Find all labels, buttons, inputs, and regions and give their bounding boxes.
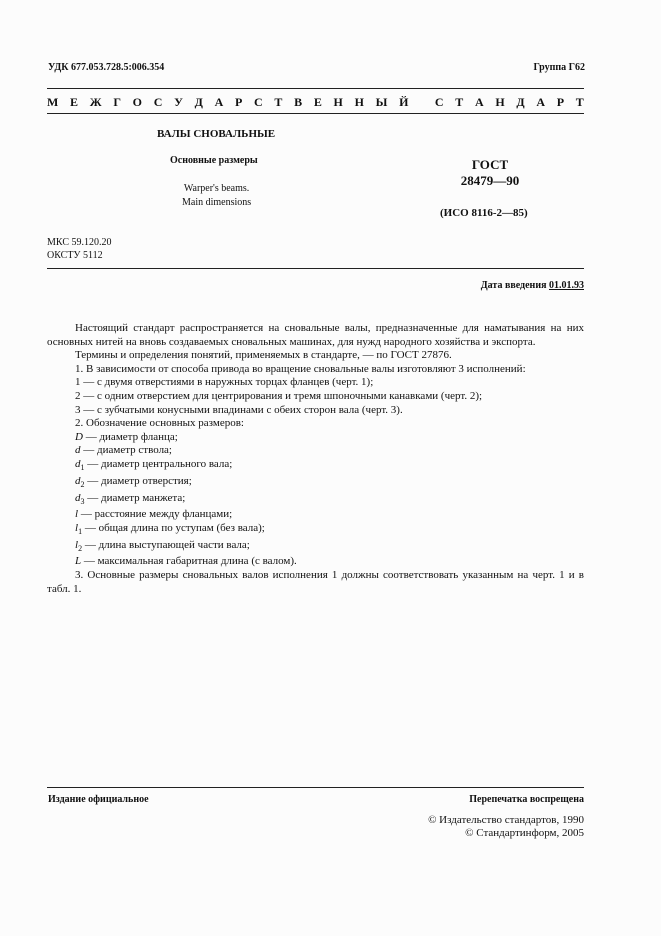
copyright-publisher: © Издательство стандартов, 1990 — [428, 814, 584, 826]
interstate-standard-banner — [47, 95, 584, 110]
banner-letter: Р — [556, 95, 565, 109]
banner-letter: О — [132, 95, 143, 109]
dimension-item — [47, 444, 584, 458]
dimension-subscript: 1 — [78, 527, 83, 537]
dimension-subscript: 2 — [78, 543, 83, 553]
banner-letter: Г — [113, 95, 121, 109]
english-title-line1: Warper's beams. — [183, 183, 250, 194]
banner-letter: А — [214, 95, 224, 109]
version-2: 2 — с одним отверстием для центрирования и тремя шпоночными канавками (черт. 2); — [75, 389, 483, 402]
dimension-symbol: d — [75, 444, 81, 457]
gost-number: 28479—90 — [460, 173, 520, 188]
dimension-symbol: d — [75, 457, 81, 470]
banner-letter: А — [474, 95, 484, 109]
dimension-symbol: D — [75, 430, 83, 443]
banner-letter: Н — [495, 95, 505, 109]
dimension-item — [47, 458, 584, 475]
dimension-list — [47, 431, 584, 569]
dimension-item — [47, 475, 584, 492]
dimension-subscript: 3 — [80, 496, 85, 506]
dimension-item — [47, 555, 584, 569]
dimension-symbol: l — [75, 538, 79, 551]
iso-reference: (ИСО 8116-2—85) — [440, 207, 528, 219]
banner-rule — [47, 113, 584, 114]
banner-letter: Е — [313, 95, 322, 109]
header-bottom-rule — [47, 268, 584, 269]
footer-rule — [47, 787, 584, 788]
dimension-description: — расстояние между фланцами; — [78, 508, 233, 521]
banner-letter: Е — [70, 95, 79, 109]
dimension-symbol: l — [75, 508, 79, 521]
banner-letter: Д — [516, 95, 525, 109]
dimension-item — [47, 522, 584, 539]
dimension-description: — диаметр отверстия; — [84, 474, 192, 487]
paragraph-terms: Термины и определения понятий, применяемых в стандарте, — по ГОСТ 27876. — [75, 349, 452, 362]
mks-code: МКС 59.120.20 — [47, 237, 112, 248]
banner-letter: С — [153, 95, 163, 109]
banner-letter: Р — [234, 95, 243, 109]
dimension-symbol: l — [75, 521, 79, 534]
dimension-description: — диаметр ствола; — [80, 444, 172, 457]
dimension-description: — диаметр фланца; — [82, 430, 178, 443]
introduction-date — [481, 280, 584, 291]
document-body — [47, 322, 584, 596]
dimension-item — [47, 508, 584, 522]
banner-letter: Н — [333, 95, 343, 109]
dimension-description: — длина выступающей части вала; — [82, 538, 250, 551]
dimension-subscript: 2 — [80, 479, 85, 489]
date-label: Дата введения — [480, 280, 547, 291]
version-3: 3 — с зубчатыми конусными впадинами с обеих сторон вала (черт. 3). — [75, 403, 403, 416]
official-edition: Издание официальное — [48, 794, 149, 805]
dimension-symbol: d — [75, 474, 81, 487]
banner-letter: С — [434, 95, 444, 109]
banner-letter: Т — [455, 95, 464, 109]
paragraph-dimensions: 2. Обозначение основных размеров: — [75, 417, 244, 430]
banner-letter: Ы — [375, 95, 388, 109]
gost-label: ГОСТ — [471, 157, 509, 172]
document-subtitle: Основные размеры — [170, 155, 258, 166]
banner-letter: У — [174, 95, 183, 109]
classification-codes — [47, 236, 111, 262]
banner-word-gap — [420, 95, 423, 110]
paragraph-main-dimensions: 3. Основные размеры сновальных валов исполнения 1 должны соответствовать указанным на черт. 1 и в табл. 1. — [47, 569, 584, 595]
top-rule — [47, 88, 584, 89]
udk-code: УДК 677.053.728.5:006.354 — [48, 62, 165, 73]
banner-letter: Ж — [89, 95, 102, 109]
copyright-standartinform: © Стандартинформ, 2005 — [465, 827, 584, 839]
english-title-line2: Main dimensions — [182, 197, 252, 208]
dimension-subscript: 1 — [80, 463, 85, 473]
dimension-item — [47, 492, 584, 509]
dimension-description: — диаметр центрального вала; — [84, 457, 233, 470]
gost-designation — [420, 157, 560, 189]
paragraph-versions: 1. В зависимости от способа привода во вращение сновальные валы изготовляют 3 исполнений: — [75, 362, 526, 375]
banner-letter: С — [254, 95, 263, 109]
banner-letter: Й — [399, 95, 409, 109]
dimension-item — [47, 539, 584, 556]
document-title: ВАЛЫ СНОВАЛЬНЫЕ — [157, 128, 276, 140]
dimension-symbol: L — [75, 555, 82, 568]
group-code: Группа Г62 — [533, 62, 585, 73]
banner-letter: А — [536, 95, 546, 109]
dimension-description: — максимальная габаритная длина (с валом). — [81, 555, 297, 568]
dimension-description: — общая длина по уступам (без вала); — [82, 521, 265, 534]
banner-letter: М — [47, 95, 59, 109]
dimension-symbol: d — [75, 491, 81, 504]
english-title — [182, 182, 251, 210]
date-value: 01.01.93 — [549, 280, 584, 291]
banner-letter: Н — [354, 95, 364, 109]
banner-letter: В — [294, 95, 303, 109]
banner-letter: Д — [194, 95, 203, 109]
banner-letter: Т — [575, 95, 584, 109]
okstu-code: ОКСТУ 5112 — [47, 250, 103, 261]
version-1: 1 — с двумя отверстиями в наружных торцах фланцев (черт. 1); — [75, 376, 374, 389]
paragraph-scope: Настоящий стандарт распространяется на сновальные валы, предназначенные для наматывания на них основных нитей на вновь создаваемых сновальных машинах, для нужд народного хозяйства и экспорта. — [47, 322, 584, 348]
reprint-prohibited: Перепечатка воспрещена — [469, 794, 584, 805]
dimension-description: — диаметр манжета; — [84, 491, 186, 504]
banner-letter: Т — [274, 95, 283, 109]
dimension-item — [47, 431, 584, 445]
